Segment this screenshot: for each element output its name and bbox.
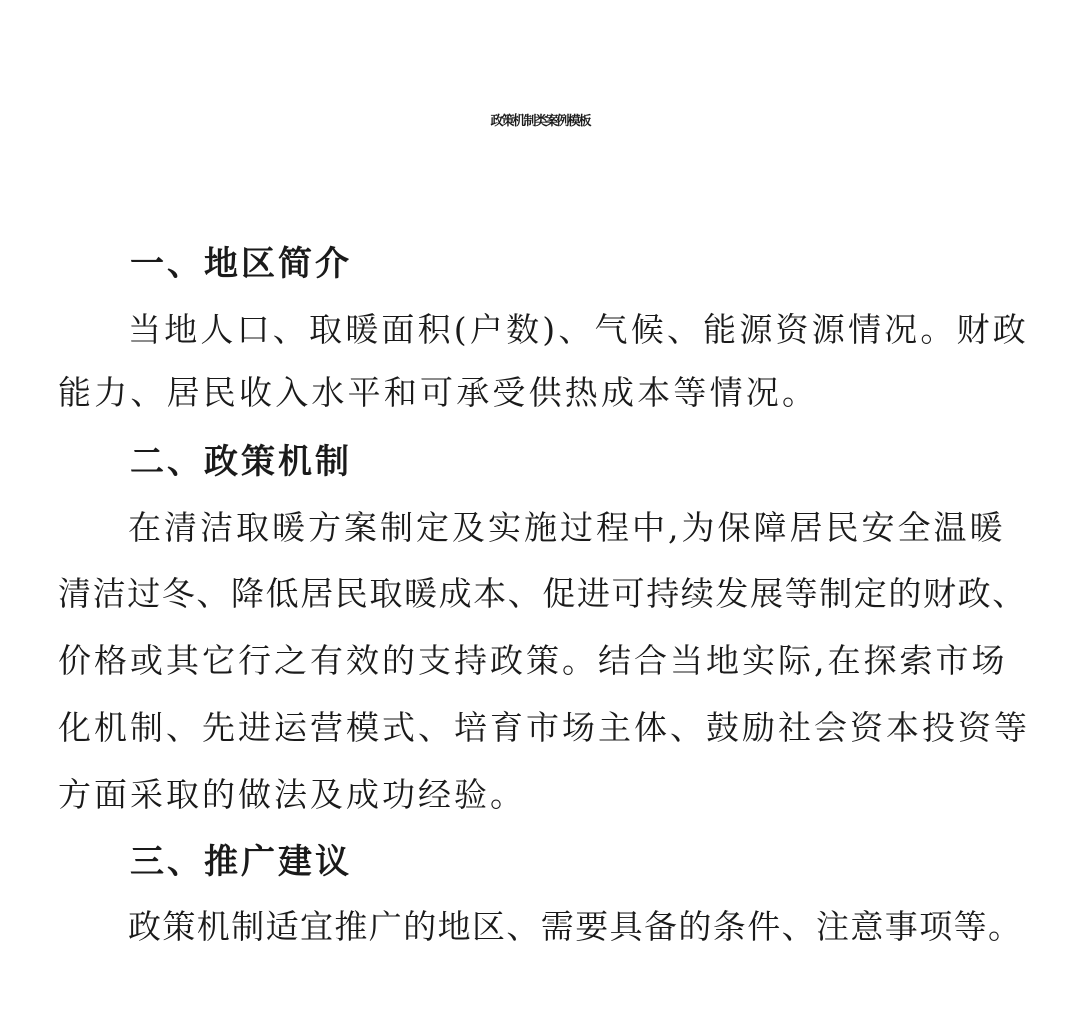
- paragraph-line: 当地人口、取暖面积(户数)、气候、能源资源情况。财政: [128, 310, 1029, 349]
- paragraph-line: 在清洁取暖方案制定及实施过程中,为保障居民安全温暖: [128, 508, 1006, 547]
- paragraph-line: 能力、居民收入水平和可承受供热成本等情况。: [58, 373, 819, 412]
- paragraph-line: 政策机制适宜推广的地区、需要具备的条件、注意事项等。: [128, 907, 1023, 946]
- page-title: 政策机制类案例模板: [490, 114, 590, 129]
- paragraph-line: 方面采取的做法及成功经验。: [58, 775, 526, 814]
- section-heading-region-intro: 一、地区简介: [130, 244, 352, 284]
- section-heading-policy-mechanism: 二、政策机制: [130, 442, 352, 482]
- paragraph-line: 化机制、先进运营模式、培育市场主体、鼓励社会资本投资等: [58, 708, 1030, 747]
- section-heading-promotion-advice: 三、推广建议: [130, 842, 352, 882]
- paragraph-line: 清洁过冬、降低居民取暖成本、促进可持续发展等制定的财政、: [58, 574, 1027, 613]
- paragraph-line: 价格或其它行之有效的支持政策。结合当地实际,在探索市场: [58, 641, 1008, 680]
